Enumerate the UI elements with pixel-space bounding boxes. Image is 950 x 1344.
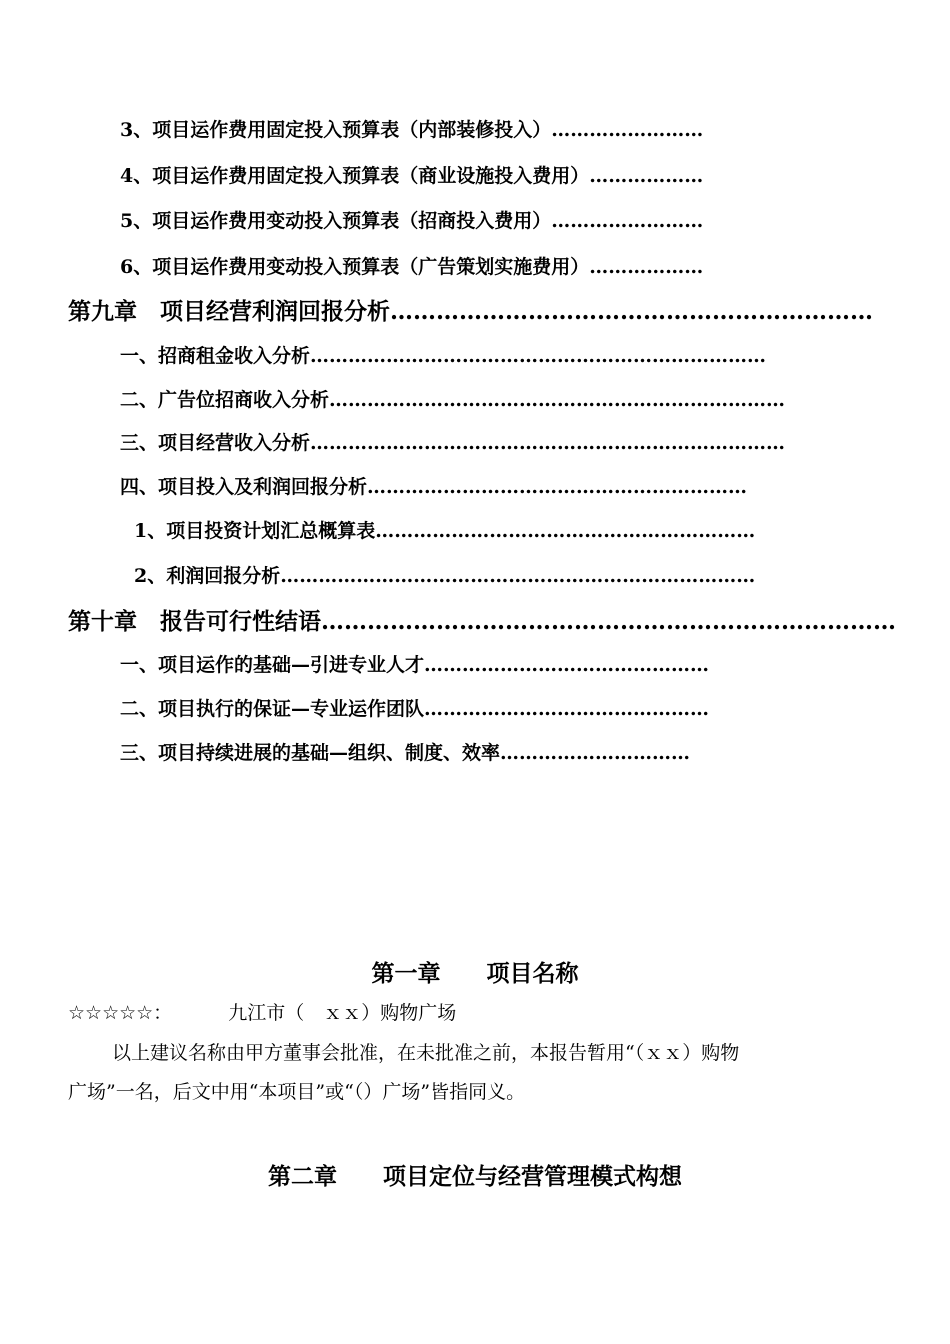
- toc-entry: [134, 517, 788, 545]
- toc-leader-dots: ……………………………………………………: [367, 476, 748, 498]
- toc-entry-label: 4、项目运作费用固定投入预算表（商业设施投入费用）: [120, 165, 590, 187]
- toc-entry: [120, 429, 788, 457]
- toc-leader-dots: …………………………: [500, 742, 691, 764]
- toc-chapter-label: 第十章 报告可行性结语: [68, 608, 321, 635]
- toc-chapter-nine: [68, 296, 873, 328]
- toc-chapter-ten: [68, 606, 896, 638]
- toc-leader-dots: ……………………: [551, 210, 704, 232]
- chapter-one-heading: 第一章 项目名称: [371, 960, 579, 987]
- toc-entry: [134, 562, 780, 590]
- toc-entry: [120, 342, 788, 370]
- toc-entry-label: 5、项目运作费用变动投入预算表（招商投入费用）: [120, 210, 552, 232]
- toc-leader-dots: ……………………………………………………: [375, 520, 756, 542]
- toc-leader-dots: ………………………………………: [424, 654, 710, 676]
- toc-entry-label: 一、项目运作的基础—引进专业人才: [120, 654, 425, 676]
- toc-entry-label: 1、项目投资计划汇总概算表: [134, 520, 376, 542]
- project-name-line: [68, 994, 456, 1032]
- toc-entry-label: 3、项目运作费用固定投入预算表（内部装修投入）: [120, 119, 552, 141]
- toc-leader-dots: ………………………………………: [424, 698, 710, 720]
- toc-leader-dots: ………………: [589, 256, 704, 278]
- toc-entry: [120, 651, 784, 679]
- toc-entry-label: 三、项目经营收入分析: [120, 432, 311, 454]
- project-name-label: ☆☆☆☆☆：: [68, 1002, 173, 1024]
- toc-entry: [120, 386, 788, 414]
- toc-entry-label: 2、利润回报分析: [134, 565, 281, 587]
- toc-leader-dots: ………………………………………………………………: [329, 389, 786, 411]
- toc-entry: [120, 473, 788, 501]
- toc-entry: [120, 739, 784, 767]
- toc-entry-label: 6、项目运作费用变动投入预算表（广告策划实施费用）: [120, 256, 590, 278]
- toc-leader-dots: ……………………: [551, 119, 704, 141]
- toc-entry-label: 四、项目投入及利润回报分析: [120, 476, 368, 498]
- project-name-value: 九江市（ ｘｘ）购物广场: [228, 1002, 457, 1024]
- paragraph-line: 广场”一名，后文中用“本项目”或“（）广场”皆指同义。: [68, 1081, 526, 1103]
- toc-leader-dots: ………………………………………………………: [390, 298, 873, 325]
- toc-leader-dots: ………………: [589, 165, 704, 187]
- toc-entry-label: 二、广告位招商收入分析: [120, 389, 330, 411]
- toc-entry-label: 二、项目执行的保证—专业运作团队: [120, 698, 425, 720]
- toc-leader-dots: ………………………………………………………………: [310, 345, 767, 367]
- toc-leader-dots: …………………………………………………………………: [280, 565, 756, 587]
- toc-entry: [120, 253, 788, 281]
- toc-leader-dots: …………………………………………………………………: [321, 608, 896, 635]
- toc-entry: [120, 695, 784, 723]
- toc-entry: [120, 116, 788, 144]
- toc-entry-label: 三、项目持续进展的基础—组织、制度、效率: [120, 742, 501, 764]
- paragraph-line: 以上建议名称由甲方董事会批准，在未批准之前，本报告暂用“（ｘｘ）购物: [112, 1042, 740, 1064]
- toc-entry: [120, 207, 788, 235]
- chapter-two-heading: 第二章 项目定位与经营管理模式构想: [268, 1163, 682, 1190]
- toc-entry-label: 一、招商租金收入分析: [120, 345, 311, 367]
- toc-chapter-label: 第九章 项目经营利润回报分析: [68, 298, 390, 325]
- toc-entry: [120, 162, 788, 190]
- toc-leader-dots: …………………………………………………………………: [310, 432, 786, 454]
